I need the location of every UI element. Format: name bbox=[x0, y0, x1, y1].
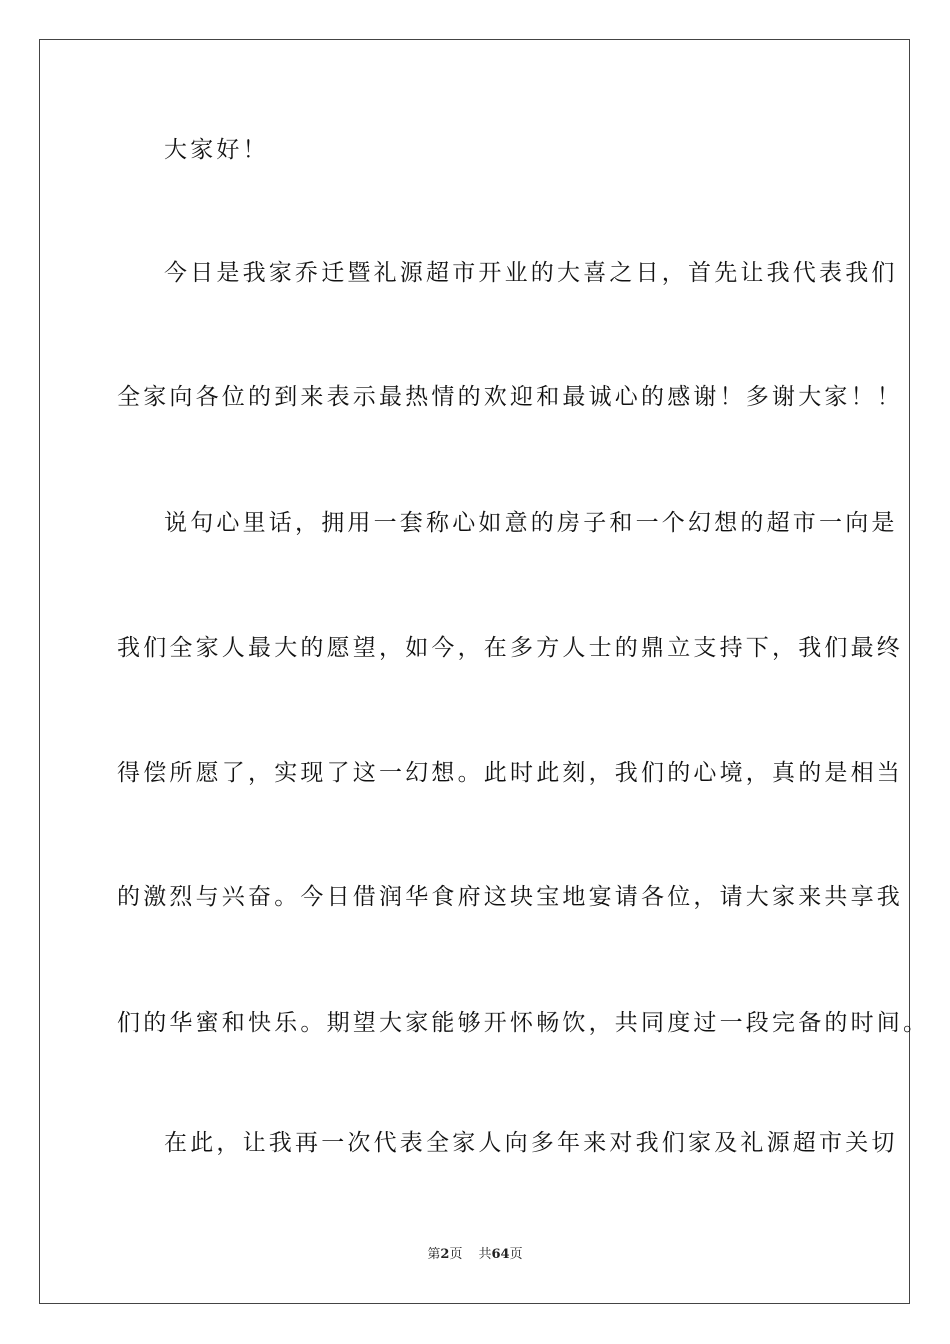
greeting-line: 大家好！ bbox=[164, 137, 269, 163]
page-suffix: 页 bbox=[449, 1247, 463, 1262]
page-number: 2 bbox=[440, 1247, 450, 1262]
paragraph-line: 我们全家人最大的愿望，如今，在多方人士的鼎立支持下，我们最终 bbox=[117, 635, 903, 661]
paragraph-line: 得偿所愿了，实现了这一幻想。此时此刻，我们的心境，真的是相当 bbox=[117, 760, 903, 786]
total-suffix: 页 bbox=[509, 1247, 523, 1262]
total-prefix: 共 bbox=[478, 1247, 492, 1262]
paragraph-line: 在此，让我再一次代表全家人向多年来对我们家及礼源超市关切 bbox=[164, 1130, 898, 1156]
page-border bbox=[39, 39, 910, 1304]
paragraph-line: 的激烈与兴奋。今日借润华食府这块宝地宴请各位，请大家来共享我 bbox=[117, 884, 903, 910]
paragraph-line: 今日是我家乔迁暨礼源超市开业的大喜之日，首先让我代表我们 bbox=[164, 260, 898, 286]
paragraph-line: 说句心里话，拥用一套称心如意的房子和一个幻想的超市一向是 bbox=[164, 510, 898, 536]
page-footer bbox=[0, 1246, 950, 1264]
paragraph-line: 全家向各位的到来表示最热情的欢迎和最诚心的感谢！多谢大家！！ bbox=[117, 384, 903, 410]
total-pages: 64 bbox=[491, 1247, 510, 1262]
paragraph-line: 们的华蜜和快乐。期望大家能够开怀畅饮，共同度过一段完备的时间。 bbox=[117, 1010, 930, 1036]
page-prefix: 第 bbox=[427, 1247, 441, 1262]
